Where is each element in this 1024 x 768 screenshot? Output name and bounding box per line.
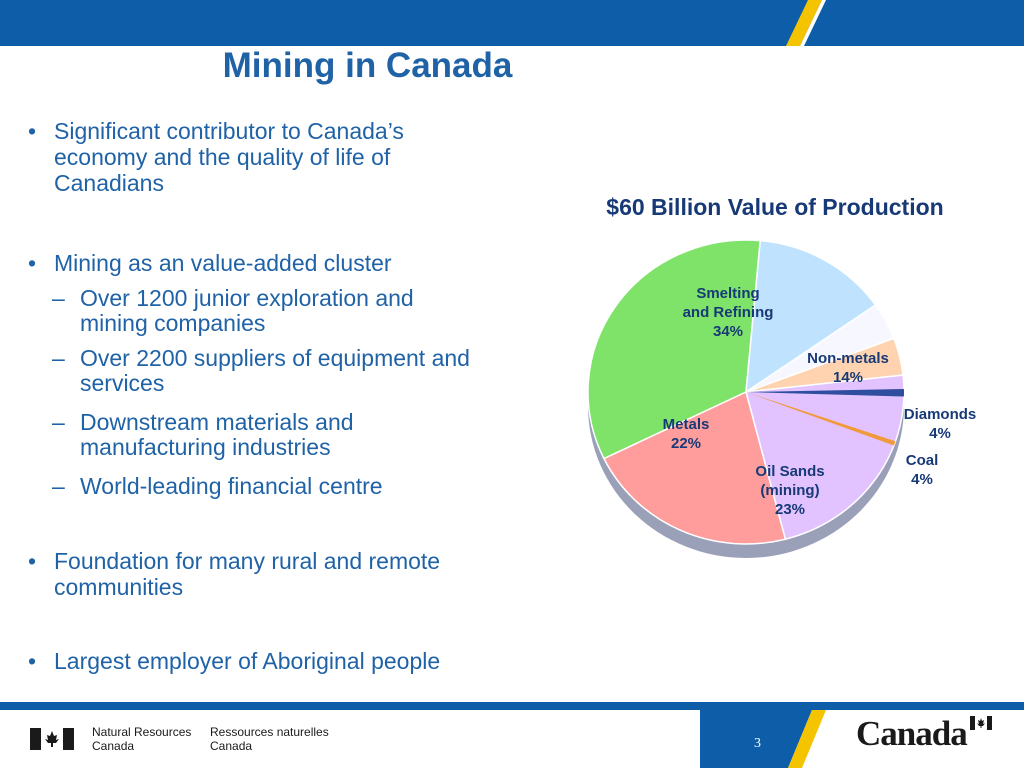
wordmark-flag-icon <box>970 716 992 730</box>
bullet-item <box>28 250 594 276</box>
bullet-text-line: mining companies <box>80 310 266 336</box>
pie-label-line: 22% <box>670 435 702 452</box>
pie-label-line: 34% <box>712 323 744 340</box>
bullet-text-line: Significant contributor to Canada’s <box>54 118 404 144</box>
dash-marker: – <box>52 409 65 435</box>
dept-name-en <box>92 725 191 753</box>
pie-chart <box>580 232 1000 572</box>
canada-wordmark: Canada <box>856 714 967 753</box>
pie-label-line: 4% <box>929 425 951 442</box>
pie-label <box>904 406 977 442</box>
top-banner <box>0 0 1024 46</box>
bullet-marker: • <box>28 648 37 674</box>
chart-title: $60 Billion Value of Production <box>606 194 944 220</box>
bullet-text-line: Over 2200 suppliers of equipment and <box>80 345 470 371</box>
bullet-text-line: Mining as an value-added cluster <box>54 250 392 276</box>
bullet-text-line: communities <box>54 574 184 600</box>
bullet-text-line: services <box>80 370 165 396</box>
bullet-text-line: manufacturing industries <box>80 434 331 460</box>
page-number: 3 <box>754 736 761 751</box>
sub-bullet-item <box>52 410 600 460</box>
pie-label-line: Oil Sands <box>755 463 825 480</box>
pie-label-line: Metals <box>662 416 710 433</box>
pie-label-line: Diamonds <box>903 406 977 423</box>
dept-name-en-line1: Natural Resources <box>92 725 192 739</box>
pie-label-line: Non-metals <box>807 350 889 367</box>
pie-label-line: Smelting <box>696 285 760 302</box>
slide-title: Mining in Canada <box>222 46 513 85</box>
bullet-text-line: Over 1200 junior exploration and <box>80 285 414 311</box>
dept-name-en-line2: Canada <box>92 739 135 753</box>
bullet-text-line: World-leading financial centre <box>80 473 383 499</box>
pie-label-line: 4% <box>911 471 933 488</box>
dash-marker: – <box>52 473 65 499</box>
canada-flag-icon <box>30 728 74 750</box>
pie-label-line: 23% <box>774 501 806 518</box>
pie-label <box>906 452 939 488</box>
bullet-text-line: economy and the quality of life of <box>54 144 391 170</box>
bullet-marker: • <box>28 250 37 276</box>
dept-name-fr <box>210 725 329 753</box>
bullet-marker: • <box>28 548 37 574</box>
sub-bullet-item <box>52 474 600 499</box>
pie-label-line: (mining) <box>760 482 820 499</box>
sub-bullet-item <box>52 346 600 396</box>
dept-name-fr-line1: Ressources naturelles <box>210 725 329 739</box>
pie-label-line: and Refining <box>682 304 774 321</box>
bullet-text-line: Foundation for many rural and remote <box>54 548 441 574</box>
pie-label-line: Coal <box>905 452 939 469</box>
dash-marker: – <box>52 285 65 311</box>
bullet-item <box>28 118 594 196</box>
dept-name-fr-line2: Canada <box>210 739 253 753</box>
bullet-marker: • <box>28 118 37 144</box>
bullet-text-line: Canadians <box>54 170 164 196</box>
dash-marker: – <box>52 345 65 371</box>
pie-label-line: 14% <box>832 369 864 386</box>
sub-bullet-item <box>52 286 600 336</box>
bullet-item <box>28 548 594 600</box>
bullet-item <box>28 648 594 674</box>
bullet-text-line: Largest employer of Aboriginal people <box>54 648 441 674</box>
bullet-text-line: Downstream materials and <box>80 409 354 435</box>
